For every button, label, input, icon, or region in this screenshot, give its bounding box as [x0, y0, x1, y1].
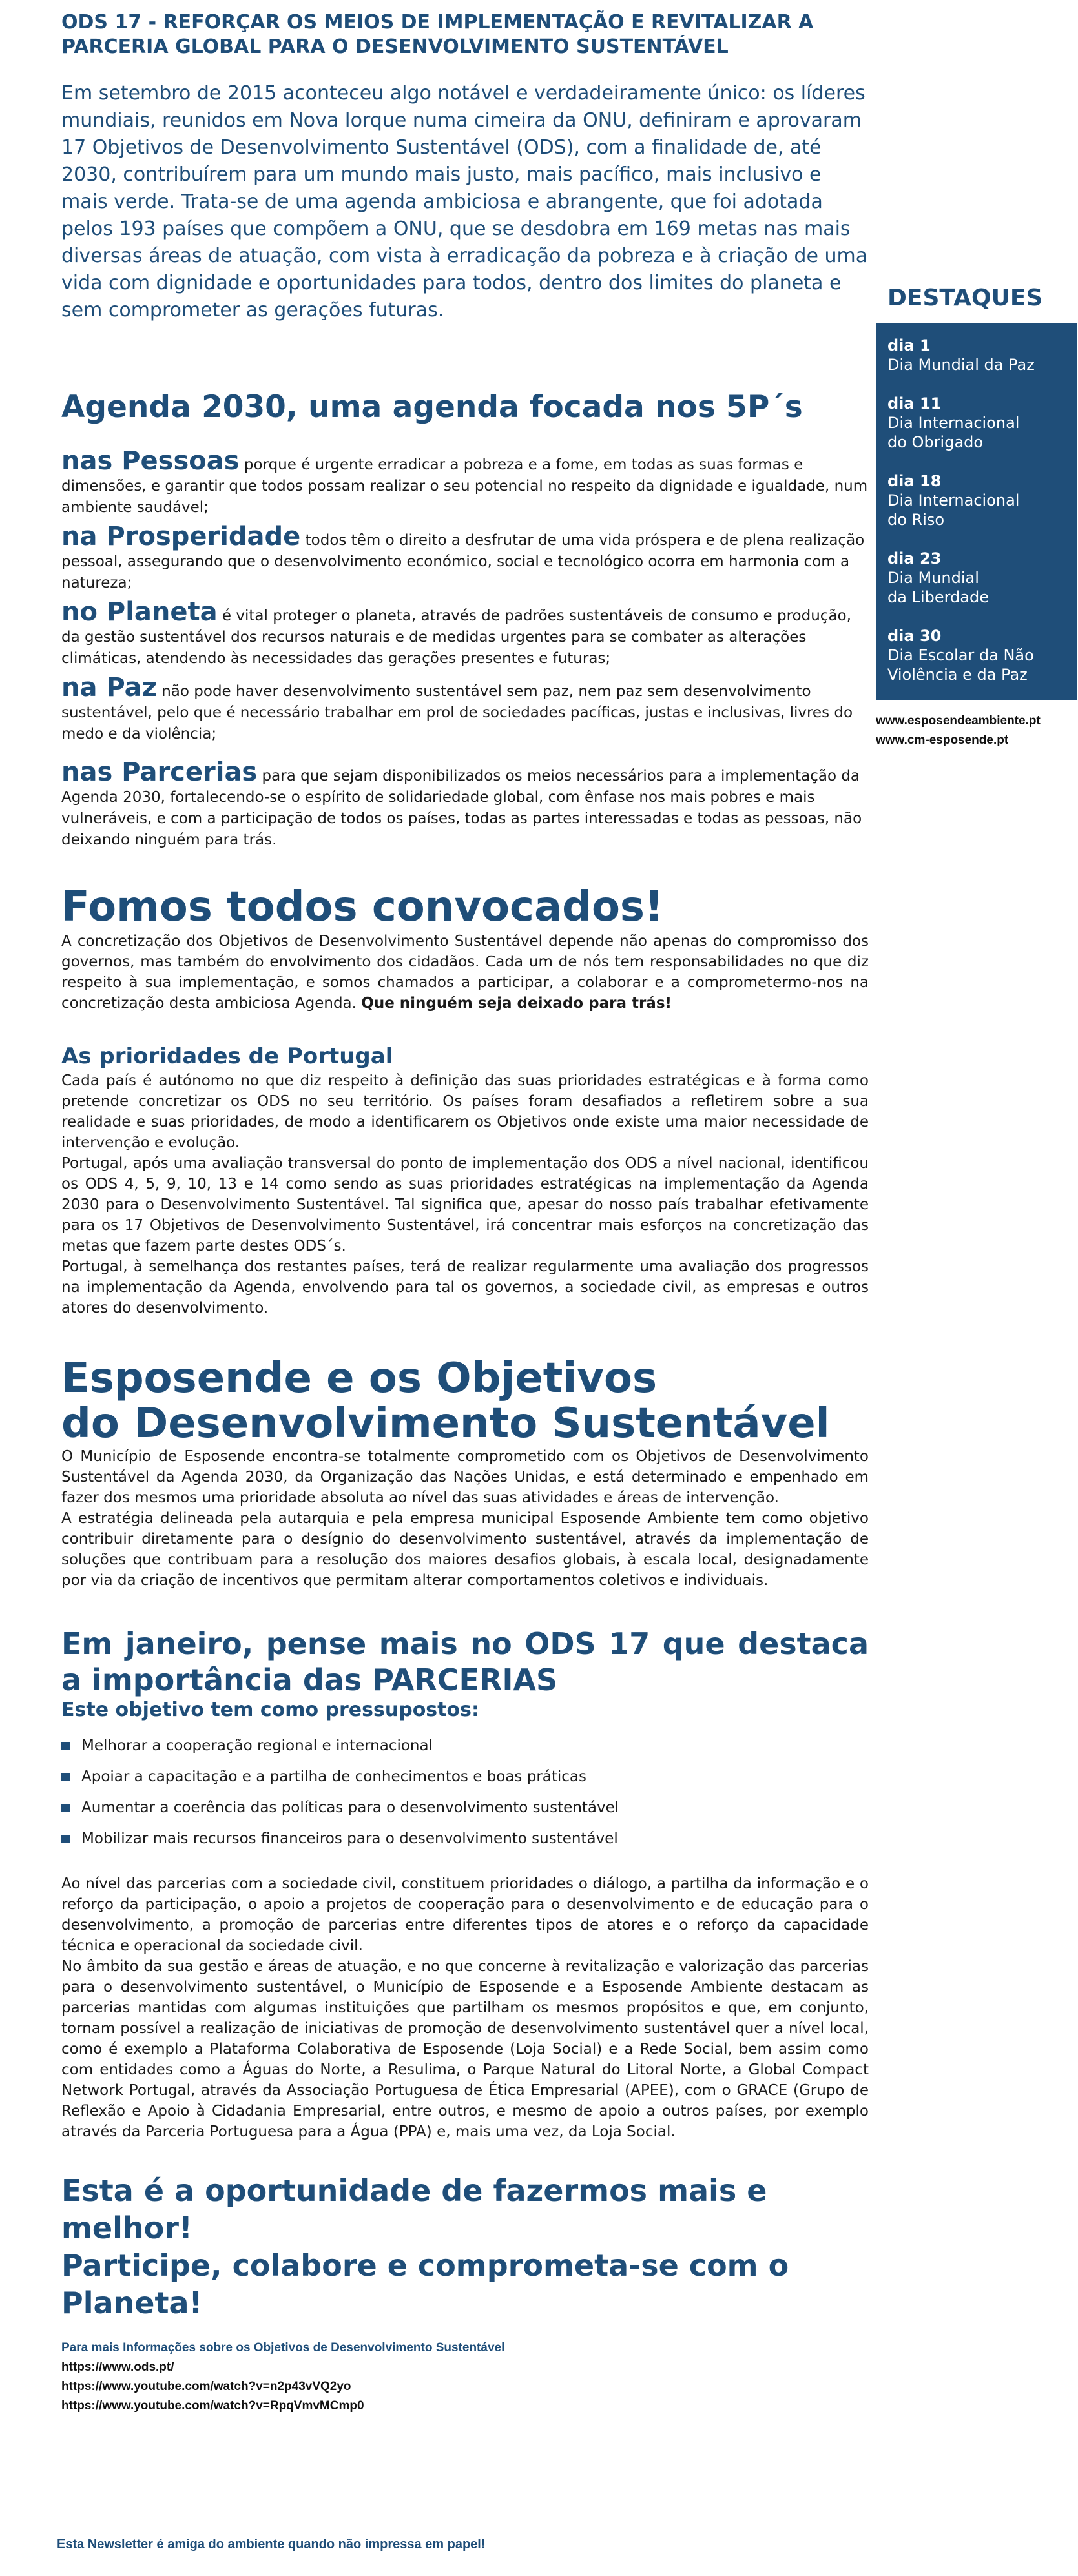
convocados-paragraph [61, 931, 869, 1014]
link-youtube-1[interactable]: https://www.youtube.com/watch?v=n2p43vVQ2yo [61, 2380, 351, 2393]
page-title: ODS 17 - REFORÇAR OS MEIOS DE IMPLEMENTAÇÃO E REVITALIZAR A PARCERIA GLOBAL PARA O DESENVOLVIMENTO SUSTENTÁVEL [61, 11, 814, 58]
list-item [61, 1828, 869, 1849]
highlights-title: DESTAQUES [887, 285, 1043, 311]
five-p-key: na Prosperidade [61, 522, 301, 551]
intro-paragraph: Em setembro de 2015 aconteceu algo notável e verdadeiramente único: os líderes mundiais, reunidos em Nova Iorque numa cimeira da ONU, definiram e aprovaram 17 Objetivos de Desenvolvimento Sustentável (ODS), com a finalidade de, até 2030, contribuírem para um mundo mais justo, mais pacífico, mais inclusivo e mais verde. Trata-se de uma agenda ambiciosa e abrangente, que foi adotada pelos 193 países que compõem a ONU, que se desdobra em 169 metas nas mais diversas áreas de atuação, com vista à erradicação da pobreza e à criação de uma vida com dignidade e oportunidades para todos, dentro dos limites do planeta e sem comprometer as gerações futuras. [61, 82, 868, 322]
esposende-paragraph-1: O Município de Esposende encontra-se totalmente comprometido com os Objetivos de Desenvolvimento Sustentável da Agenda 2030, da Organização das Nações Unidas, e está determinado e empenhado em fazer dos mesmos uma prioridade absoluta ao nível das suas atividades e áreas de intervenção. [61, 1448, 869, 1506]
five-p-key: na Paz [61, 673, 157, 702]
highlight-name: da Liberdade [887, 588, 989, 606]
highlights-box [876, 323, 1077, 700]
five-p-text: para que sejam disponibilizados os meios necessários para a implementação da Agenda 2030, fortalecendo-se o espírito de solidariedade global, com ênfase nos mais pobres e mais vulneráveis, e com a participação de todos os países, todas as partes interessadas e todas as pessoas, não deixando ninguém para trás. [61, 768, 862, 848]
list-item [61, 1735, 869, 1756]
five-p-item [61, 597, 869, 670]
list-item-text: Aumentar a coerência das políticas para o desenvolvimento sustentável [81, 1799, 619, 1816]
square-bullet-icon [61, 1804, 70, 1812]
portugal-paragraph-3: Portugal, à semelhança dos restantes países, terá de realizar regularmente uma avaliação dos progressos na implementação da Agenda, envolvendo para tal os governos, a sociedade civil, as empresas e outros atores do desenvolvimento. [61, 1258, 869, 1316]
agenda-heading: Agenda 2030, uma agenda focada nos 5P´s [61, 389, 803, 425]
highlight-item [887, 626, 1066, 684]
highlight-item [887, 394, 1066, 452]
highlight-day: dia 1 [887, 336, 931, 354]
esposende-heading [61, 1356, 869, 1446]
parcerias-paragraph-1: Ao nível das parcerias com a sociedade civil, constituem prioridades o diálogo, a partilha da informação e o reforço da participação, o apoio a projetos de cooperação para o desenvolvimento e de educação para o desenvolvimento, a promoção de parcerias entre diferentes tipos de atores e o reforço da capacidade técnica e operacional da sociedade civil. [61, 1876, 869, 1954]
five-p-text: não pode haver desenvolvimento sustentável sem paz, nem paz sem desenvolvimento sustentável, pelo que é necessário trabalhar em prol de sociedades pacíficas, justas e inclusivas, livres do medo e da violência; [61, 683, 853, 742]
list-item [61, 1766, 869, 1787]
five-p-item [61, 522, 869, 594]
highlight-name: Violência e da Paz [887, 666, 1028, 684]
highlight-name: do Riso [887, 511, 945, 529]
convocados-heading: Fomos todos convocados! [61, 883, 664, 931]
five-p-item [61, 446, 869, 518]
highlight-name: Dia Mundial da Paz [887, 356, 1035, 374]
highlight-item [887, 336, 1066, 374]
five-p-text: porque é urgente erradicar a pobreza e a fome, em todas as suas formas e dimensões, e garantir que todos possam realizar o seu potencial no respeito da dignidade e igualdade, num ambiente saudável; [61, 456, 868, 516]
highlight-day: dia 23 [887, 549, 942, 567]
five-p-key: nas Pessoas [61, 446, 240, 476]
highlight-name: Dia Escolar da Não [887, 646, 1034, 664]
portugal-paragraph-1: Cada país é autónomo no que diz respeito à definição das suas prioridades estratégicas e à forma como pretende concretizar os ODS no seu território. Os países foram desafiados a refletirem sobre a sua realidade e suas prioridades, de modo a identificarem os Objetivos onde existe uma maior necessidade de intervenção e evolução. [61, 1072, 869, 1151]
list-item [61, 1797, 869, 1818]
link-cm-esposende[interactable]: www.cm-esposende.pt [876, 733, 1009, 747]
esposende-heading-line-2: do Desenvolvimento Sustentável [61, 1400, 830, 1447]
esposende-heading-line-1: Esposende e os Objetivos [61, 1354, 658, 1402]
highlight-day: dia 30 [887, 627, 942, 645]
esposende-paragraph-2: A estratégia delineada pela autarquia e pela empresa municipal Esposende Ambiente tem como objetivo contribuir diretamente para o desígnio do desenvolvimento sustentável, através da implementação de soluções que contribuam para a resolução dos maiores desafios globais, à escala local, designadamente por via da criação de incentivos que permitam alterar comportamentos coletivos e individuais. [61, 1510, 869, 1589]
convocados-bold: Que ninguém seja deixado para trás! [361, 995, 672, 1012]
highlight-name: Dia Mundial [887, 569, 979, 587]
link-ods[interactable]: https://www.ods.pt/ [61, 2360, 174, 2374]
square-bullet-icon [61, 1773, 70, 1781]
highlight-name: do Obrigado [887, 433, 984, 451]
main-column [61, 10, 869, 2416]
pressupostos-heading: Este objetivo tem como pressupostos: [61, 1699, 479, 1721]
highlight-name: Dia Internacional [887, 491, 1020, 509]
list-item-text: Apoiar a capacitação e a partilha de conhecimentos e boas práticas [81, 1768, 586, 1785]
footer-note: Esta Newsletter é amiga do ambiente quando não impressa em papel! [57, 2537, 486, 2551]
highlights-sidebar [876, 284, 1077, 750]
square-bullet-icon [61, 1742, 70, 1750]
info-title: Para mais Informações sobre os Objetivos de Desenvolvimento Sustentável [61, 2341, 505, 2355]
portugal-heading: As prioridades de Portugal [61, 1043, 393, 1069]
link-esposende-ambiente[interactable]: www.esposendeambiente.pt [876, 714, 1041, 728]
closing-line-2: Participe, colabore e comprometa-se com o Planeta! [61, 2248, 789, 2320]
five-p-item [61, 757, 869, 851]
portugal-paragraph-2: Portugal, após uma avaliação transversal do ponto de implementação dos ODS a nível nacional, identificou os ODS 4, 5, 9, 10, 13 e 14 como sendo as suas prioridades estratégicas na implementação da Agenda 2030 para o Desenvolvimento Sustentável. Tal significa que, apesar do nosso país trabalhar efetivamente para os 17 Objetivos de Desenvolvimento Sustentável, irá concentrar mais esforços na concretização das metas que fazem parte destes ODS´s. [61, 1155, 869, 1254]
highlight-name: Dia Internacional [887, 414, 1020, 432]
highlight-day: dia 18 [887, 472, 942, 490]
closing-heading [61, 2172, 869, 2322]
highlight-item [887, 471, 1066, 529]
link-youtube-2[interactable]: https://www.youtube.com/watch?v=RpqVmvMCmp0 [61, 2399, 364, 2413]
highlight-item [887, 549, 1066, 607]
highlight-day: dia 11 [887, 394, 942, 413]
five-p-text: todos têm o direito a desfrutar de uma vida próspera e de plena realização pessoal, assegurando que o desenvolvimento económico, social e tecnológico ocorra em harmonia com a natureza; [61, 532, 865, 591]
square-bullet-icon [61, 1835, 70, 1843]
parcerias-paragraph-2: No âmbito da sua gestão e áreas de atuação, e no que concerne à revitalização e valorização das parcerias para o desenvolvimento sustentável, o Município de Esposende e a Esposende Ambiente destacam as parcerias mantidas com algumas instituições que partilham os mesmos propósitos e que, em conjunto, tornam possível a realização de iniciativas de promoção de desenvolvimento sustentável quer a nível local, como é exemplo a Plataforma Colaborativa de Esposende (Loja Social) e a Rede Social, bem assim como com entidades como a Águas do Norte, a Resulima, o Parque Natural do Litoral Norte, a Global Compact Network Portugal, através da Associação Portuguesa de Ética Empresarial (APEE), com o GRACE (Grupo de Reflexão e Apoio à Cidadania Empresarial, entre outros, e mesmo de apoio a outros países, por exemplo através da Parceria Portuguesa para a Água (PPA) e, mais uma vez, da Loja Social. [61, 1958, 869, 2140]
five-p-text: é vital proteger o planeta, através de padrões sustentáveis de consumo e produção, da gestão sustentável dos recursos naturais e de medidas urgentes para se combater as alterações climáticas, atendendo às necessidades das gerações presentes e futuras; [61, 608, 851, 667]
website-links [876, 711, 1077, 750]
five-p-key: no Planeta [61, 597, 218, 627]
five-p-item [61, 673, 869, 745]
list-item-text: Melhorar a cooperação regional e internacional [81, 1737, 433, 1754]
list-item-text: Mobilizar mais recursos financeiros para o desenvolvimento sustentável [81, 1830, 618, 1847]
five-p-key: nas Parcerias [61, 757, 258, 787]
pressupostos-list [61, 1735, 869, 1849]
convocados-text: A concretização dos Objetivos de Desenvolvimento Sustentável depende não apenas do compromisso dos governos, mas também do envolvimento dos cidadãos. Cada um de nós tem responsabilidades no que diz respeito à sua implementação, e somos chamados a participar, a colaborar e a comprometermo-nos na concretização desta ambiciosa Agenda. [61, 933, 869, 1012]
closing-line-1: Esta é a oportunidade de fazermos mais e melhor! [61, 2173, 767, 2245]
janeiro-heading: Em janeiro, pense mais no ODS 17 que destaca a importância das PARCERIAS [61, 1626, 869, 1697]
five-p-list [61, 446, 869, 851]
